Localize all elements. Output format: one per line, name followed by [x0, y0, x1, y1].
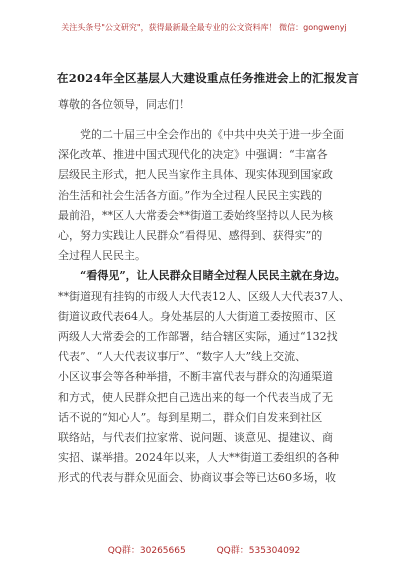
body-line: 代表”、“人大代表议事厅”、“数字人大”线上交流、 — [58, 350, 307, 364]
footer-qq-note — [0, 543, 408, 556]
document-title: 在2024年全区基层人大建设重点任务推进会上的汇报发言 — [57, 71, 359, 85]
body-line: 实招、谋举措。2024年以来，人大**街道工委组织的各种 — [58, 451, 339, 465]
body-line: 两级人大常委会的工作部署，结合辖区实际，通过“132找 — [58, 330, 338, 343]
header-promo-note: 关注头条号"公文研究"，获得最新最全最专业的公文资料库！ 微信：gongwenyj — [61, 23, 347, 32]
body-line: 心，努力实践让人民群众“看得见、感得到、获得实”的 — [58, 229, 323, 242]
body-line: 形式的代表与群众见面会、协商议事会等已达60多场，收 — [58, 471, 336, 485]
body-line: 和方式，使人民群众把自己选出来的每一个代表当成了无 — [58, 390, 333, 404]
salutation: 尊敬的各位领导，同志们！ — [58, 98, 190, 111]
body-line: 深化改革、推进中国式现代化的决定》中强调：“丰富各 — [58, 148, 328, 162]
body-line: 党的二十届三中全会作出的《中共中央关于进一步全面 — [58, 128, 344, 141]
footer-qq-left: QQ群：30265665 — [107, 546, 186, 556]
body-line: 话不说的“知心人”。每到星期二，群众们自发来到社区 — [58, 410, 323, 424]
body-line: **街道现有挂钩的市级人大代表12人、区级人大代表37人、 — [58, 289, 350, 303]
body-line: 街道议政代表64人。身处基层的人大街道工委按照市、区 — [58, 309, 336, 323]
body-line: 小区议事会等各种举措，不断丰富代表与群众的沟通渠道 — [58, 370, 333, 384]
body-line: 层级民主形式，把人民当家作主具体、现实体现到国家政 — [58, 168, 333, 182]
body-line: “看得见”，让人民群众目睹全过程人民民主就在身边。 — [58, 269, 346, 283]
body-line: 全过程人民民主。 — [58, 249, 146, 263]
body-line: 最前沿，**区人大常委会**街道工委始终坚持以人民为核 — [58, 208, 333, 222]
body-line: 联络站，与代表们拉家常、说问题、谈意见、提建议、商 — [58, 431, 333, 444]
body-line: 治生活和社会生活各方面。”作为全过程人民民主实践的 — [58, 188, 323, 202]
footer-qq-right: QQ群：535304092 — [216, 546, 301, 556]
